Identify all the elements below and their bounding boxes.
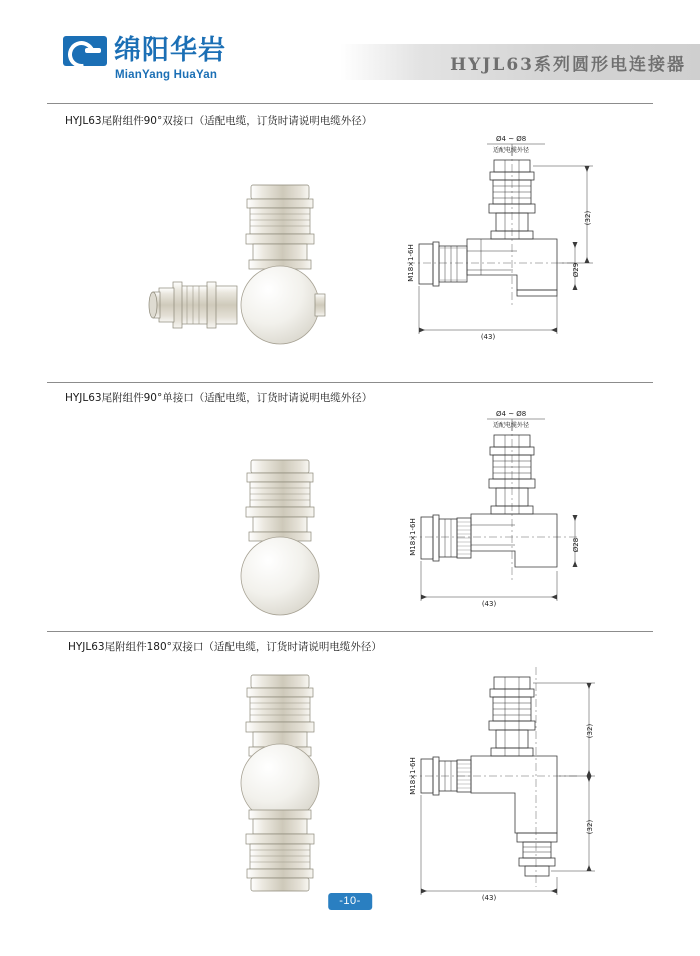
technical-drawing-90-double (407, 144, 593, 334)
section-1-caption: HYJL63尾附组件90°双接口（适配电缆，订货时请说明电缆外径） (65, 115, 373, 127)
label-bore-2: Ø4 ~ Ø8 (496, 410, 527, 418)
divider-2 (47, 631, 653, 632)
label-dim-h-3: (43) (481, 894, 497, 902)
section-2-caption: HYJL63尾附组件90°单接口（适配电缆，订货时请说明电缆外径） (65, 392, 373, 404)
render-view-90-single (241, 460, 319, 615)
section-2-drawing (47, 405, 653, 630)
label-thread-2: M18×1-6H (409, 518, 417, 556)
label-dim-d-2: Ø28 (572, 537, 580, 553)
section-3-drawing (47, 655, 653, 905)
technical-drawing-180-double (409, 667, 595, 895)
label-dim-v-bottom-3: (32) (586, 819, 594, 835)
company-logo (63, 36, 226, 81)
section-1-drawing (47, 130, 653, 380)
label-bore-note-2: 适配电缆外径 (493, 422, 530, 429)
label-dim-v-1: (32) (584, 210, 592, 226)
divider-top (47, 103, 653, 104)
label-dim-d-1: Ø29 (572, 262, 580, 278)
page-title: HYJL63系列圆形电连接器 (450, 55, 686, 75)
label-thread-1: M18×1-6H (407, 244, 415, 282)
label-bore-note-1: 适配电缆外径 (493, 147, 530, 154)
label-thread-3: M18×1-6H (409, 757, 417, 795)
label-bore-1: Ø4 ~ Ø8 (496, 135, 527, 143)
page-header (0, 0, 700, 100)
technical-drawing-90-single (409, 419, 579, 601)
section-3-caption: HYJL63尾附组件180°双接口（适配电缆，订货时请说明电缆外径） (68, 641, 382, 653)
logo-english-name: MianYang HuaYan (115, 69, 218, 81)
label-dim-h-2: (43) (481, 600, 497, 608)
render-view-90-double (149, 185, 325, 344)
label-dim-h-1: (43) (480, 333, 496, 341)
page-number-badge: -10- (328, 893, 372, 910)
label-dim-v-top-3: (32) (586, 723, 594, 739)
logo-chinese-name: 绵阳华岩 (114, 35, 226, 66)
divider-1 (47, 382, 653, 383)
logo-mark-icon (63, 36, 107, 66)
render-view-180-double (241, 675, 319, 891)
